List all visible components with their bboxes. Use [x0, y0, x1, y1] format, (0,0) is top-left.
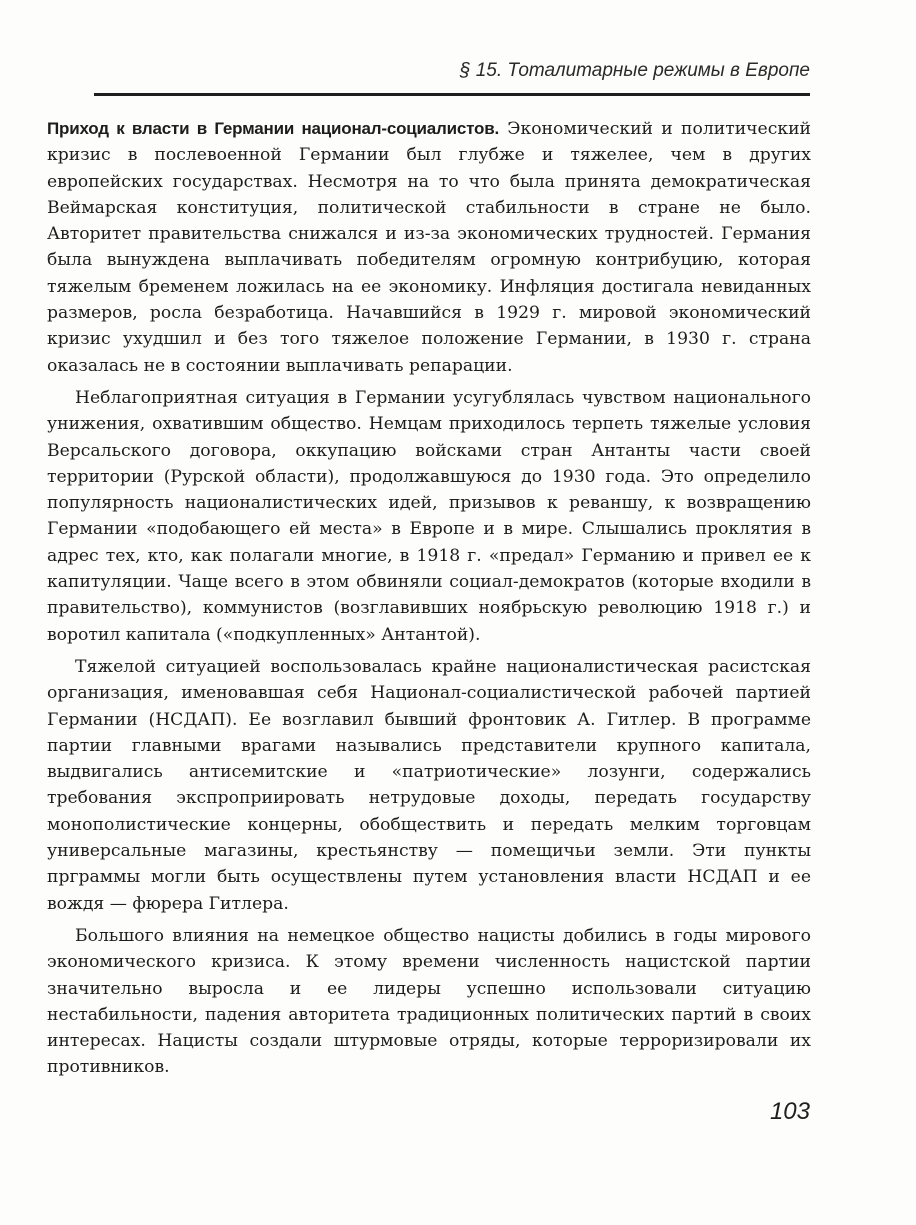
paragraph-1: [47, 116, 811, 379]
running-head: § 15. Тоталитарные режимы в Европе: [459, 60, 810, 81]
body-text: [47, 116, 811, 1081]
paragraph-2: Неблагоприятная ситуация в Германии усугублялась чувством национального унижения, охватившим общество. Немцам приходилось терпеть тяжелые условия Версальского договора, оккупацию войсками стран Антанты части своей территории (Рурской области), продолжавшуюся до 1930 года. Это определило популярность националистических идей, призывов к реваншу, к возвращению Германии «подобающего ей места» в Европе и в мире. Слышались проклятия в адрес тех, кто, как полагали многие, в 1918 г. «предал» Германию и привел ее к капитуляции. Чаще всего в этом обвиняли социал-демократов (которые входили в правительство), коммунистов (возглавивших ноябрьскую революцию 1918 г.) и воротил капитала («подкупленных» Антантой).: [47, 387, 811, 645]
paragraph-3: Тяжелой ситуацией воспользовалась крайне националистическая расистская организация, именовавшая себя Национал-социалистической рабочей партией Германии (НСДАП). Ее возглавил бывший фронтовик А. Гитлер. В программе партии главными врагами назывались представители крупного капитала, выдвигались антисемитские и «патриотические» лозунги, содержались требования экспроприировать нетрудовые доходы, передать государству монополистические концерны, обобществить и передать мелким торговцам универсальные магазины, крестьянству — помещичьи земли. Эти пункты прграммы могли быть осуществлены путем установления власти НСДАП и ее вождя — фюрера Гитлера.: [47, 656, 811, 914]
paragraph-1-text: Экономический и политический кризис в послевоенной Германии был глубже и тяжелее, чем в других европейских государствах. Несмотря на то что была принята демократическая Веймарская конституция, политической стабильности в стране не было. Авторитет правительства снижался и из-за экономических трудностей. Германия была вынуждена выплачивать победителям огромную контрибуцию, которая тяжелым бременем ложилась на ее экономику. Инфляция достигала невиданных размеров, росла безработица. Начавшийся в 1929 г. мировой экономический кризис ухудшил и без того тяжелое положение Германии, в 1930 г. страна оказалась не в состоянии выплачивать репарации.: [47, 119, 811, 376]
page-number: 103: [769, 1098, 810, 1125]
header-rule: [94, 93, 810, 96]
section-heading: Приход к власти в Германии национал-социалистов.: [47, 119, 499, 138]
paragraph-4: Большого влияния на немецкое общество нацисты добились в годы мирового экономического кризиса. К этому времени численность нацистской партии значительно выросла и ее лидеры успешно использовали ситуацию нестабильности, падения авторитета традиционных политических партий в своих интересах. Нацисты создали штурмовые отряды, которые терроризировали их противников.: [47, 925, 811, 1078]
